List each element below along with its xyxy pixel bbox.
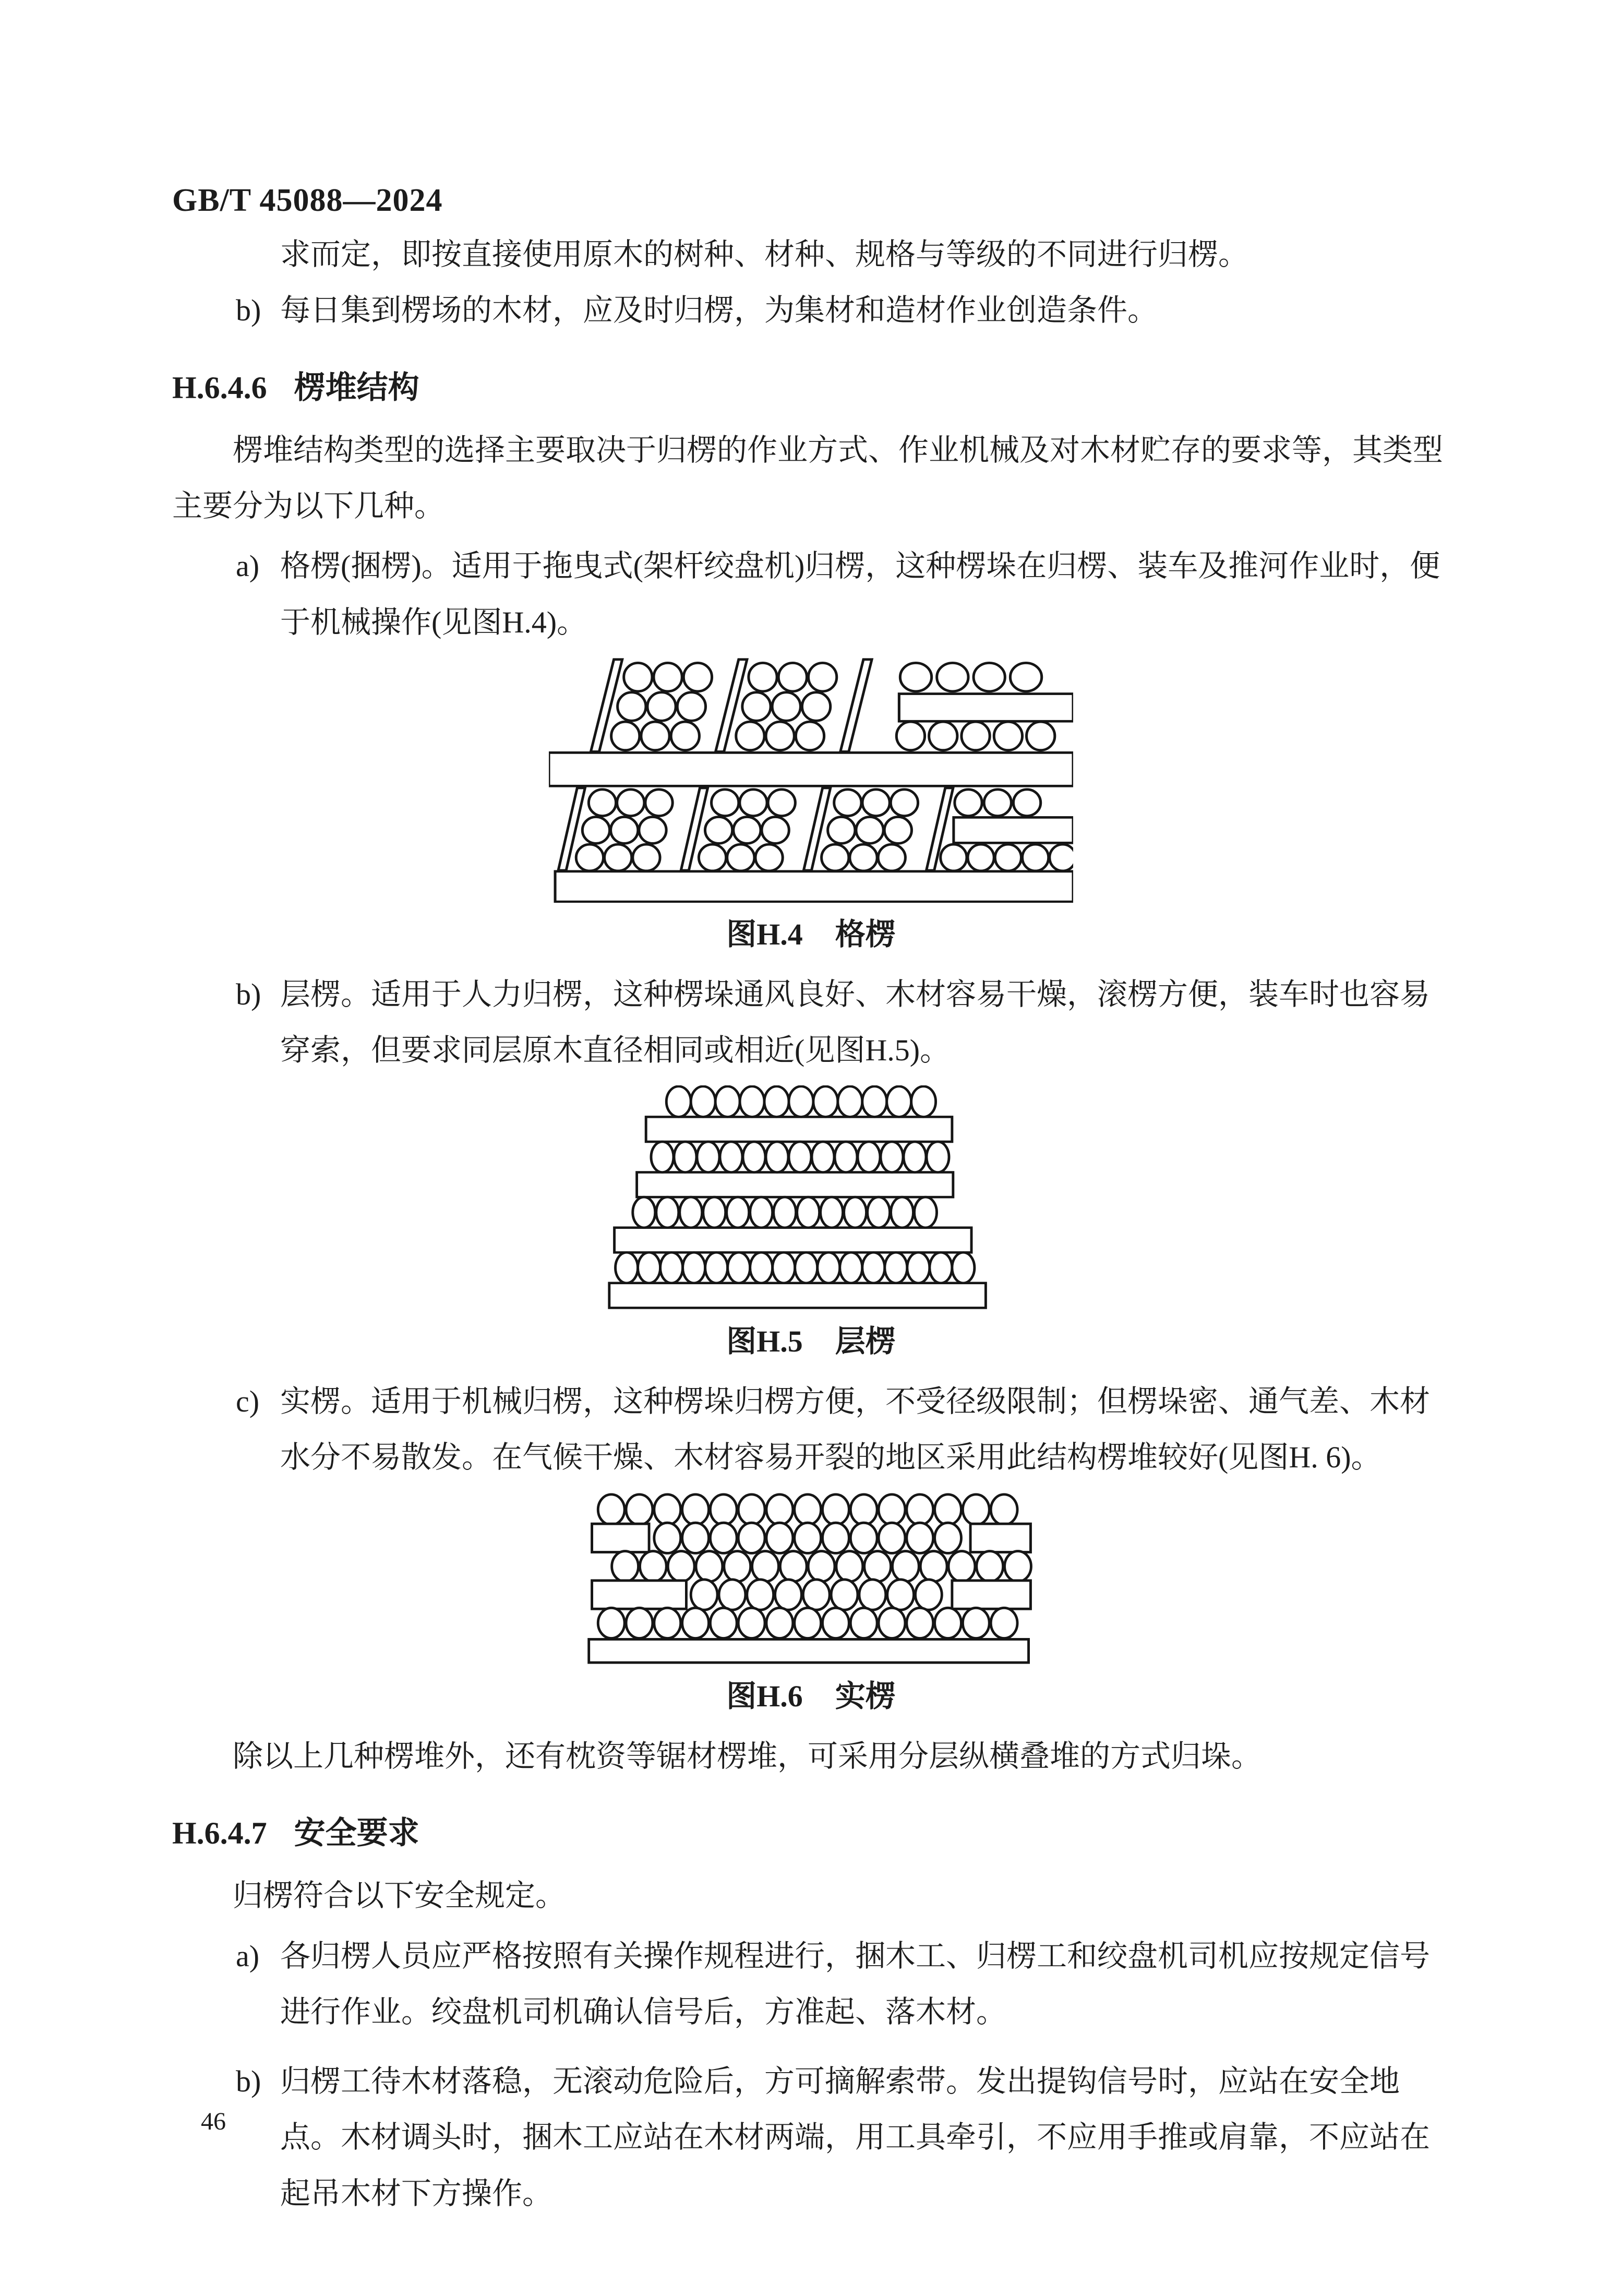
list-item-text: 归楞工待木材落稳，无滚动危险后，方可摘解索带。发出提钩信号时，应站在安全地点。木材调头时，捆木工应站在木材两端，用工具牵引，不应用手推或肩靠，不应站在起吊木材下方操作。 [280, 2064, 1431, 2210]
list-item-label: b) [236, 293, 261, 328]
figure-caption-h5 [172, 1323, 1450, 1360]
figure-h6 [172, 1492, 1450, 1665]
caption-title: 格楞 [835, 917, 896, 951]
section-heading-h646 [172, 366, 1450, 410]
paragraph-other-piles: 除以上几种楞堆外，还有枕资等锯材楞堆，可采用分层纵横叠堆的方式归垛。 [233, 1739, 1262, 1773]
list-item-label: a) [236, 549, 260, 583]
caption-title: 层楞 [835, 1324, 896, 1359]
list-item-label: a) [236, 1939, 260, 1973]
caption-label: 图H.5 [726, 1324, 803, 1359]
section-heading-h647 [172, 1811, 1450, 1855]
section-title: 安全要求 [294, 1816, 419, 1851]
list-item-text: 层楞。适用于人力归楞，这种楞垛通风良好、木材容易干燥，滚楞方便，装车时也容易穿索，但要求同层原木直径相同或相近(见图H.5)。 [280, 977, 1431, 1067]
caption-title: 实楞 [835, 1679, 896, 1714]
figure-h5 [172, 1085, 1450, 1310]
continuation-line: 求而定，即按直接使用原木的树种、材种、规格与等级的不同进行归楞。 [280, 237, 1249, 272]
list-item-label: b) [236, 2064, 261, 2099]
caption-label: 图H.6 [726, 1679, 803, 1714]
list-item-safety-a [172, 1928, 1450, 2040]
layer-pile-diagram [582, 1085, 1041, 1310]
paragraph-pile-types: 楞堆结构类型的选择主要取决于归楞的作业方式、作业机械及对木材贮存的要求等，其类型主要分为以下几种。 [172, 433, 1444, 523]
caption-label: 图H.4 [726, 917, 803, 951]
figure-h4 [172, 657, 1450, 903]
solid-pile-diagram [582, 1492, 1041, 1665]
list-item-text: 每日集到楞场的木材，应及时归楞，为集材和造材作业创造条件。 [280, 293, 1158, 328]
list-item-label: c) [236, 1384, 260, 1418]
figure-caption-h4 [172, 916, 1450, 953]
figure-caption-h6 [172, 1678, 1450, 1715]
list-item-safety-b [172, 2053, 1450, 2221]
list-item-text: 各归楞人员应严格按照有关操作规程进行，捆木工、归楞工和绞盘机司机应按规定信号进行作业。绞盘机司机确认信号后，方准起、落木材。 [280, 1939, 1431, 2029]
standard-number-header: GB/T 45088—2024 [172, 183, 443, 218]
list-item-type-c [172, 1373, 1450, 1486]
grid-pile-diagram [549, 657, 1073, 903]
paragraph-safety-intro: 归楞符合以下安全规定。 [233, 1879, 566, 1913]
section-number: H.6.4.6 [172, 370, 267, 405]
list-item-intro-b [172, 282, 1450, 338]
section-title: 楞堆结构 [294, 370, 419, 405]
list-item-text: 实楞。适用于机械归楞，这种楞垛归楞方便，不受径级限制；但楞垛密、通气差、木材水分不易散发。在气候干燥、木材容易开裂的地区采用此结构楞堆较好(见图H. 6)。 [280, 1384, 1431, 1475]
list-item-type-a [172, 538, 1450, 650]
list-item-label: b) [236, 977, 261, 1011]
list-item-type-b [172, 966, 1450, 1079]
list-item-text: 格楞(捆楞)。适用于拖曳式(架杆绞盘机)归楞，这种楞垛在归楞、装车及推河作业时，便于机械操作(见图H.4)。 [280, 549, 1440, 639]
page-number: 46 [201, 2108, 226, 2135]
section-number: H.6.4.7 [172, 1816, 267, 1851]
